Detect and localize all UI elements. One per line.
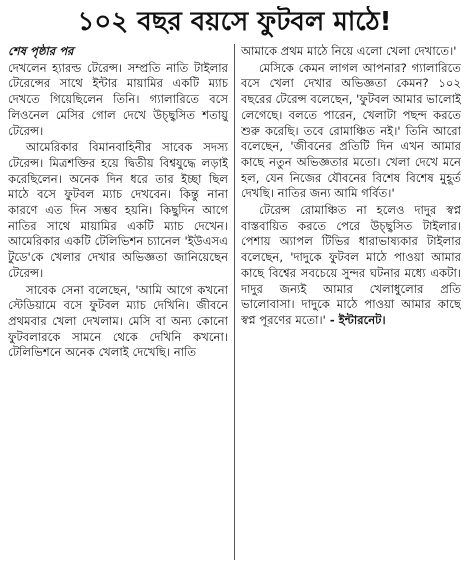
column-right [241, 44, 461, 560]
column-left [8, 44, 228, 560]
source-credit: - ইন্টারনেট। [325, 312, 386, 327]
paragraph: আমাকে প্রথম মাঠে নিয়ে এলো খেলা দেখাতে।' [240, 44, 457, 58]
paragraph: দেখলেন হ্যারল্ড টেরেন্স। সম্প্রতি নাতি টাইলার টেরেন্সের সাথে ইন্টার মায়ামির একটি ম্যাচ দেখতে গিয়েছিলেন তিনি। গ্যালারিতে বসে লিওনেল মেসির গোল দেখে উচ্ছ্বসিত শতায়ু টেরেন্স। [8, 60, 228, 138]
article-body [8, 44, 461, 560]
paragraph: মেসিকে কেমন লাগল আপনার? গ্যালারিতে বসে খেলা দেখার অভিজ্ঞতা কেমন? ১০২ বছরের টেরেন্স বলেছেন, 'ফুটবল আমার ভালোই লেগেছে। বলতে পারেন, খেলাটা পছন্দ করতে শুরু করেছি। তবে রোমাঞ্চিত নই।' তিনি আরো বলেছেন, 'জীবনের প্রতিটি দিন এখন আমার কাছে নতুন অভিজ্ঞতার মতো। খেলা দেখে মনে হল, যেন নিজের যৌবনের বিশেষ বিশেষ মুহূর্ত দেখছি। নাতির জন্য আমি গর্বিত।' [240, 60, 461, 201]
continued-from-label: শেষ পৃষ্ঠার পর [8, 44, 74, 58]
headline: ১০২ বছর বয়সে ফুটবল মাঠে! [77, 7, 392, 37]
paragraph-text: টেরেন্স রোমাঞ্চিত না হলেও দাদুর স্বপ্ন বাস্তবায়িত করতে পেরে উচ্ছ্বসিত টাইলার। পেশায় অ্যাপল টিভির ধারাভাষ্যকার টাইলার বলেছেন, 'দাদুকে ফুটবল মাঠে পাওয়া আমার কাছে বিশ্বের সবচেয়ে সুন্দর ঘটনার মধ্যে একটা। দাদুর জন্যই আমার খেলাধুলোর প্রতি ভালোবাসা। দাদুকে মাঠে পাওয়া আমার কাছে স্বপ্ন পূরণের মতো।' [240, 203, 461, 327]
column-divider [234, 44, 235, 560]
paragraph: আমেরিকার বিমানবাহিনীর সাবেক সদস্য টেরেন্স। মিত্রশক্তির হয়ে দ্বিতীয় বিশ্বযুদ্ধে লড়াই করেছিলেন। অনেক দিন ধরে তার ইচ্ছা ছিল মাঠে বসে ফুটবল ম্যাচ দেখবেন। কিন্তু নানা কারণে এত দিন সম্ভব হয়নি। কিছুদিন আগে নাতির সাথে মায়ামির একটি ম্যাচ দেখেন। আমেরিকার একটি টেলিভিশন চ্যানেল 'ইউএসএ টুডে'কে খেলার দেখার অভিজ্ঞতা জানিয়েছেন টেরেন্স। [8, 140, 228, 280]
paragraph-last [241, 203, 461, 329]
paragraph: সাবেক সেনা বলেছেন, 'আমি আগে কখনো স্টেডিয়ামে বসে ফুটবল ম্যাচ দেখিনি। জীবনে প্রথমবার খেলা দেখলাম। মেসি বা অন্য কোনো ফুটবলারকে সামনে থেকে দেখিনি কখনো। টেলিভিশনে অনেক খেলাই দেখেছি। নাতি [8, 282, 228, 360]
